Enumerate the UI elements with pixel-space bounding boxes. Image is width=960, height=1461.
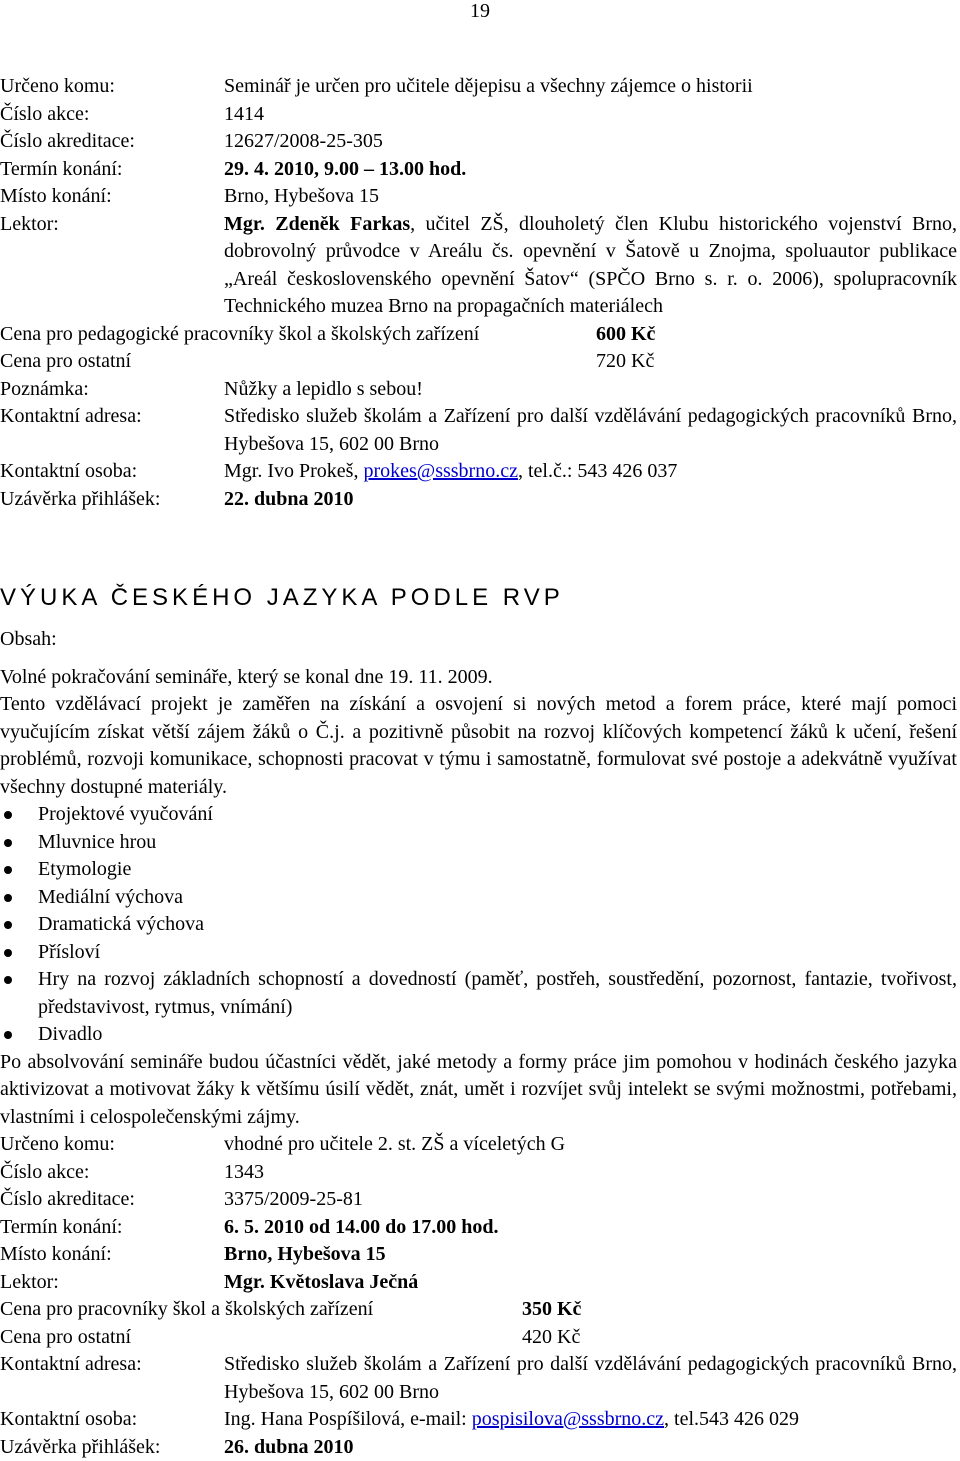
list-item: Přísloví bbox=[0, 939, 957, 967]
event2-price-other-row bbox=[0, 1324, 957, 1352]
event1-action-value: 1414 bbox=[224, 101, 957, 129]
event2-action-row bbox=[0, 1159, 957, 1187]
event2-date-label: Termín konání: bbox=[0, 1214, 224, 1242]
event2-price-teachers-row bbox=[0, 1296, 957, 1324]
event2-deadline-value: 26. dubna 2010 bbox=[224, 1434, 957, 1461]
event2-deadline-label: Uzávěrka přihlášek: bbox=[0, 1434, 224, 1461]
event2-contact-person-value bbox=[224, 1406, 957, 1434]
event2-outcome: Po absolvování semináře budou účastníci vědět, jaké metody a formy práce jim pomohou v hodinách českého jazyka aktivizovat a motivovat žáky k většímu úsilí vědět, znát, umět i rozvíjet svůj intelekt se svými možnostmi, potřebami, vlastními i celospolečenskými zájmy. bbox=[0, 1049, 957, 1132]
event2-contact-person-row bbox=[0, 1406, 957, 1434]
event2-target-label: Určeno komu: bbox=[0, 1131, 224, 1159]
event2-place-label: Místo konání: bbox=[0, 1241, 224, 1269]
event2-target-value: vhodné pro učitele 2. st. ZŠ a víceletých G bbox=[224, 1131, 957, 1159]
event2-contact-person-name: Ing. Hana Pospíšilová, e-mail: bbox=[224, 1408, 472, 1430]
event1-price-teachers-row bbox=[0, 321, 957, 349]
event1-deadline-row bbox=[0, 486, 957, 514]
event2-accreditation-label: Číslo akreditace: bbox=[0, 1186, 224, 1214]
event2-lecturer-value: Mgr. Květoslava Ječná bbox=[224, 1269, 957, 1297]
event2-target-row bbox=[0, 1131, 957, 1159]
event2-contact-phone: , tel.543 426 029 bbox=[664, 1408, 799, 1430]
event2-place-value: Brno, Hybešova 15 bbox=[224, 1241, 957, 1269]
event1-lecturer-desc: , učitel ZŠ, dlouholetý člen Klubu historického vojenství Brno, dobrovolný průvodce v Areálu čs. opevnění v Šatově u Znojma, spoluautor publikace „Areál československého opevnění Šatov“ (SPČO Brno s. r. o. 2006), spolupracovník Technického muzea Brno na propagačních materiálech bbox=[224, 213, 957, 318]
event2-intro: Volné pokračování semináře, který se konal dne 19. 11. 2009. bbox=[0, 664, 957, 692]
event2-action-value: 1343 bbox=[224, 1159, 957, 1187]
list-item: Hry na rozvoj základních schopností a dovedností (paměť, postřeh, soustředění, pozornost, fantazie, tvořivost, představivost, rytmus, vnímání) bbox=[0, 966, 957, 1021]
event1-action-label: Číslo akce: bbox=[0, 101, 224, 129]
event2-price-teachers-value: 350 Kč bbox=[522, 1296, 581, 1324]
event2-price-other-value: 420 Kč bbox=[522, 1324, 580, 1352]
event1-price-other-label: Cena pro ostatní bbox=[0, 348, 596, 376]
event1-contact-person-name: Mgr. Ivo Prokeš, bbox=[224, 460, 363, 482]
list-item: Mluvnice hrou bbox=[0, 829, 957, 857]
event1-price-other-row bbox=[0, 348, 957, 376]
event2-contact-address-label: Kontaktní adresa: bbox=[0, 1351, 224, 1406]
event1-lecturer-row bbox=[0, 211, 957, 321]
event2-contact-email-link[interactable]: pospisilova@sssbrno.cz bbox=[472, 1408, 664, 1430]
event2-accreditation-row bbox=[0, 1186, 957, 1214]
event2-lecturer-row bbox=[0, 1269, 957, 1297]
event1-accreditation-value: 12627/2008-25-305 bbox=[224, 128, 957, 156]
event1-lecturer-name: Mgr. Zdeněk Farkas bbox=[224, 213, 410, 235]
event1-price-teachers-label: Cena pro pedagogické pracovníky škol a školských zařízení bbox=[0, 321, 596, 349]
event2-details bbox=[0, 626, 957, 1461]
event1-contact-person-label: Kontaktní osoba: bbox=[0, 458, 224, 486]
event1-deadline-label: Uzávěrka přihlášek: bbox=[0, 486, 224, 514]
event2-topic-list bbox=[0, 801, 957, 1049]
event1-target-value: Seminář je určen pro učitele dějepisu a všechny zájemce o historii bbox=[224, 73, 957, 101]
list-item: Projektové vyučování bbox=[0, 801, 957, 829]
event1-contact-address-row bbox=[0, 403, 957, 458]
event2-place-row bbox=[0, 1241, 957, 1269]
event1-place-row bbox=[0, 183, 957, 211]
event2-action-label: Číslo akce: bbox=[0, 1159, 224, 1187]
event1-place-label: Místo konání: bbox=[0, 183, 224, 211]
event1-date-row bbox=[0, 156, 957, 184]
event2-date-value: 6. 5. 2010 od 14.00 do 17.00 hod. bbox=[224, 1214, 957, 1242]
event1-deadline-value: 22. dubna 2010 bbox=[224, 486, 957, 514]
event2-accreditation-value: 3375/2009-25-81 bbox=[224, 1186, 957, 1214]
event2-contact-address-value: Středisko služeb školám a Zařízení pro další vzdělávání pedagogických pracovníků Brno, Hybešova 15, 602 00 Brno bbox=[224, 1351, 957, 1406]
list-item: Dramatická výchova bbox=[0, 911, 957, 939]
event1-details bbox=[0, 73, 957, 513]
event1-contact-person-row bbox=[0, 458, 957, 486]
list-item: Mediální výchova bbox=[0, 884, 957, 912]
spacer bbox=[0, 654, 957, 664]
event1-action-row bbox=[0, 101, 957, 129]
event1-contact-email-link[interactable]: prokes@sssbrno.cz bbox=[363, 460, 518, 482]
event1-date-label: Termín konání: bbox=[0, 156, 224, 184]
event2-title: VÝUKA ČESKÉHO JAZYKA PODLE RVP bbox=[0, 583, 564, 613]
event1-note-label: Poznámka: bbox=[0, 376, 224, 404]
event1-note-row bbox=[0, 376, 957, 404]
event2-lecturer-label: Lektor: bbox=[0, 1269, 224, 1297]
event2-deadline-row bbox=[0, 1434, 957, 1461]
event2-contact-address-row bbox=[0, 1351, 957, 1406]
event1-lecturer-label: Lektor: bbox=[0, 211, 224, 321]
event1-contact-phone: , tel.č.: 543 426 037 bbox=[518, 460, 677, 482]
event1-contact-address-label: Kontaktní adresa: bbox=[0, 403, 224, 458]
event1-lecturer-value bbox=[224, 211, 957, 321]
event2-contact-person-label: Kontaktní osoba: bbox=[0, 1406, 224, 1434]
event1-target-label: Určeno komu: bbox=[0, 73, 224, 101]
event1-target-row bbox=[0, 73, 957, 101]
event2-description: Tento vzdělávací projekt je zaměřen na získání a osvojení si nových metod a forem práce, které mají pomoci vyučujícím získat větší zájem žáků o Č.j. a pozitivně působit na rozvoj klíčových kompetencí žáků k učení, řešení problémů, rozvoji komunikace, schopnosti pracovat v týmu i samostatně, formulovat své postoje a adekvátně využívat všechny dostupné materiály. bbox=[0, 691, 957, 801]
event1-date-value: 29. 4. 2010, 9.00 – 13.00 hod. bbox=[224, 156, 957, 184]
event2-price-other-label: Cena pro ostatní bbox=[0, 1324, 522, 1352]
event1-price-other-value: 720 Kč bbox=[596, 348, 654, 376]
event1-note-value: Nůžky a lepidlo s sebou! bbox=[224, 376, 957, 404]
event2-content-label: Obsah: bbox=[0, 626, 957, 654]
event1-contact-person-value bbox=[224, 458, 957, 486]
page-number: 19 bbox=[0, 0, 960, 22]
event2-date-row bbox=[0, 1214, 957, 1242]
event2-price-teachers-label: Cena pro pracovníky škol a školských zařízení bbox=[0, 1296, 522, 1324]
list-item: Etymologie bbox=[0, 856, 957, 884]
event1-accreditation-label: Číslo akreditace: bbox=[0, 128, 224, 156]
event1-place-value: Brno, Hybešova 15 bbox=[224, 183, 957, 211]
list-item: Divadlo bbox=[0, 1021, 957, 1049]
event1-price-teachers-value: 600 Kč bbox=[596, 321, 655, 349]
event1-contact-address-value: Středisko služeb školám a Zařízení pro další vzdělávání pedagogických pracovníků Brno, Hybešova 15, 602 00 Brno bbox=[224, 403, 957, 458]
event1-accreditation-row bbox=[0, 128, 957, 156]
